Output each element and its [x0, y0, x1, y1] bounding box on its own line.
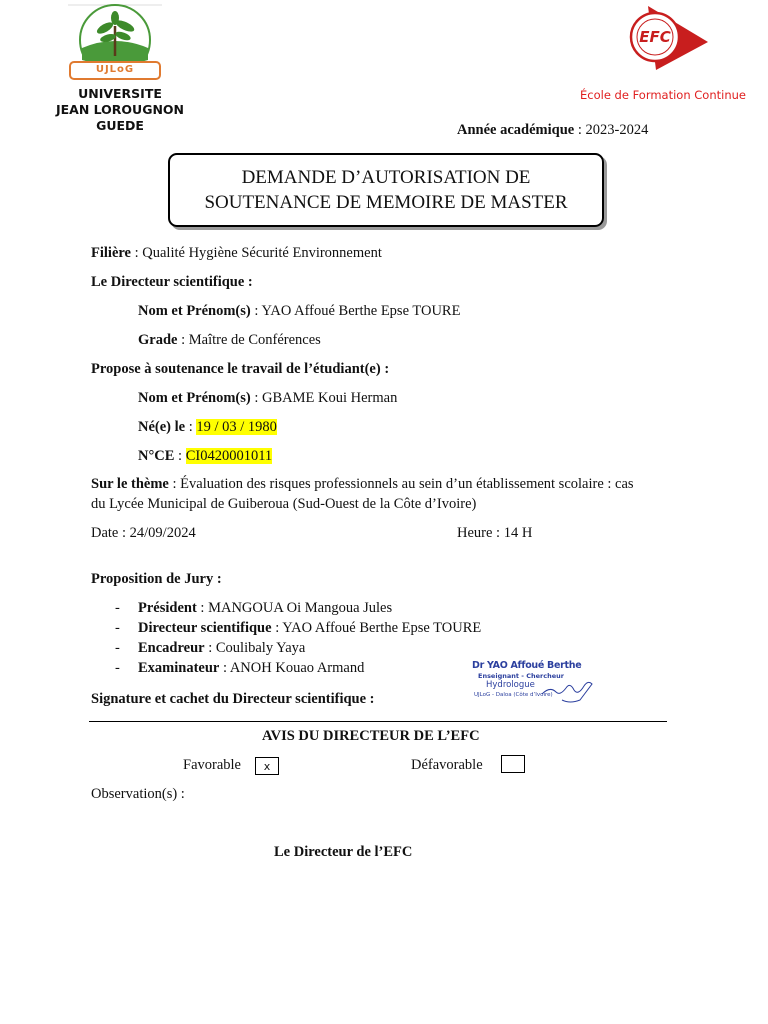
birth-date-label: Né(e) le — [138, 419, 186, 435]
list-dash: - — [115, 600, 120, 616]
jury-role: Examinateur — [138, 660, 220, 676]
efc-director-label: Le Directeur de l’EFC — [274, 844, 413, 860]
defense-time: Heure : 14 H — [457, 525, 533, 541]
director-name-value: : YAO Affoué Berthe Epse TOURE — [250, 303, 461, 319]
grade-row — [138, 330, 321, 350]
jury-member — [115, 598, 615, 618]
academic-year-value: : 2023-2024 — [574, 122, 649, 138]
grade-value: : Maître de Conférences — [177, 332, 321, 348]
list-dash: - — [115, 620, 120, 636]
jury-name: : YAO Affoué Berthe Epse TOURE — [271, 620, 482, 636]
university-logo — [68, 4, 162, 84]
student-name-value: : GBAME Koui Herman — [250, 390, 398, 406]
signature-scribble-icon — [470, 660, 598, 706]
defense-date: Date : 24/09/2024 — [91, 525, 196, 541]
list-dash: - — [115, 660, 120, 676]
birth-date-value: 19 / 03 / 1980 — [196, 419, 277, 435]
theme-label: Sur le thème — [91, 476, 169, 492]
signature-label: Signature et cachet du Directeur scientifique : — [91, 691, 375, 707]
director-name-label: Nom et Prénom(s) — [138, 303, 251, 319]
document-title-line2: SOUTENANCE DE MEMOIRE DE MASTER — [204, 192, 568, 213]
stamp-line4: UJLoG - Daloa (Côte d’Ivoire) — [474, 692, 553, 698]
ce-number-row: N°CE : CI0420001011 — [138, 448, 273, 464]
section-divider — [89, 721, 667, 722]
university-name-line3: GUEDE — [96, 118, 144, 133]
university-name-line2: JEAN LOROUGNON — [55, 102, 185, 117]
favorable-label: Favorable — [183, 757, 241, 773]
theme-value-line2: du Lycée Municipal de Guiberoua (Sud-Ouest de la Côte d’Ivoire) — [91, 496, 477, 512]
proposal-heading: Propose à soutenance le travail de l’étudiant(e) : — [91, 361, 390, 377]
efc-name: École de Formation Continue — [580, 88, 746, 102]
document-title-line1: DEMANDE D’AUTORISATION DE — [241, 167, 531, 188]
jury-member — [115, 638, 615, 658]
ce-number-value: CI0420001011 — [185, 448, 273, 464]
filiere-label: Filière — [91, 245, 131, 261]
favorable-checkbox[interactable] — [255, 757, 279, 775]
favorable-mark: x — [263, 759, 271, 773]
jury-member — [115, 618, 615, 638]
jury-name: : Coulibaly Yaya — [204, 640, 306, 656]
student-name-label: Nom et Prénom(s) — [138, 390, 251, 406]
efc-logo-text: EFC — [639, 28, 671, 46]
director-heading: Le Directeur scientifique : — [91, 274, 253, 290]
filiere-row — [91, 243, 382, 263]
avis-heading: AVIS DU DIRECTEUR DE L’EFC — [262, 728, 480, 744]
grade-label: Grade — [138, 332, 178, 348]
defavorable-checkbox[interactable] — [501, 755, 525, 773]
jury-role: Directeur scientifique — [138, 620, 272, 636]
defavorable-label: Défavorable — [411, 757, 483, 773]
jury-heading: Proposition de Jury : — [91, 571, 222, 587]
theme-value-line1: : Évaluation des risques professionnels au sein d’un établissement scolaire : cas — [168, 476, 634, 492]
academic-year — [457, 120, 648, 140]
academic-year-label: Année académique — [457, 122, 575, 138]
theme-row — [91, 474, 634, 514]
stamp-line3: Hydrologue — [486, 680, 535, 690]
director-name-row — [138, 301, 460, 321]
director-stamp — [470, 660, 598, 706]
student-name-row — [138, 388, 397, 408]
jury-name: : MANGOUA Oi Mangoua Jules — [196, 600, 393, 616]
stamp-line1: Dr YAO Affoué Berthe — [472, 660, 582, 671]
efc-logo — [628, 4, 710, 72]
stamp-line2: Enseignant - Chercheur — [478, 672, 564, 680]
observations-label: Observation(s) : — [91, 786, 185, 802]
list-dash: - — [115, 640, 120, 656]
document-title-box — [168, 153, 604, 227]
jury-role: Président — [138, 600, 197, 616]
university-name — [40, 86, 200, 134]
ce-number-label: N°CE — [138, 448, 175, 464]
ujlog-logo-text: UJLoG — [95, 64, 135, 75]
filiere-value: : Qualité Hygiène Sécurité Environnement — [131, 245, 382, 261]
jury-role: Encadreur — [138, 640, 205, 656]
university-name-line1: UNIVERSITE — [78, 86, 162, 101]
birth-date-row: Né(e) le : 19 / 03 / 1980 — [138, 419, 277, 435]
jury-name: : ANOH Kouao Armand — [219, 660, 365, 676]
